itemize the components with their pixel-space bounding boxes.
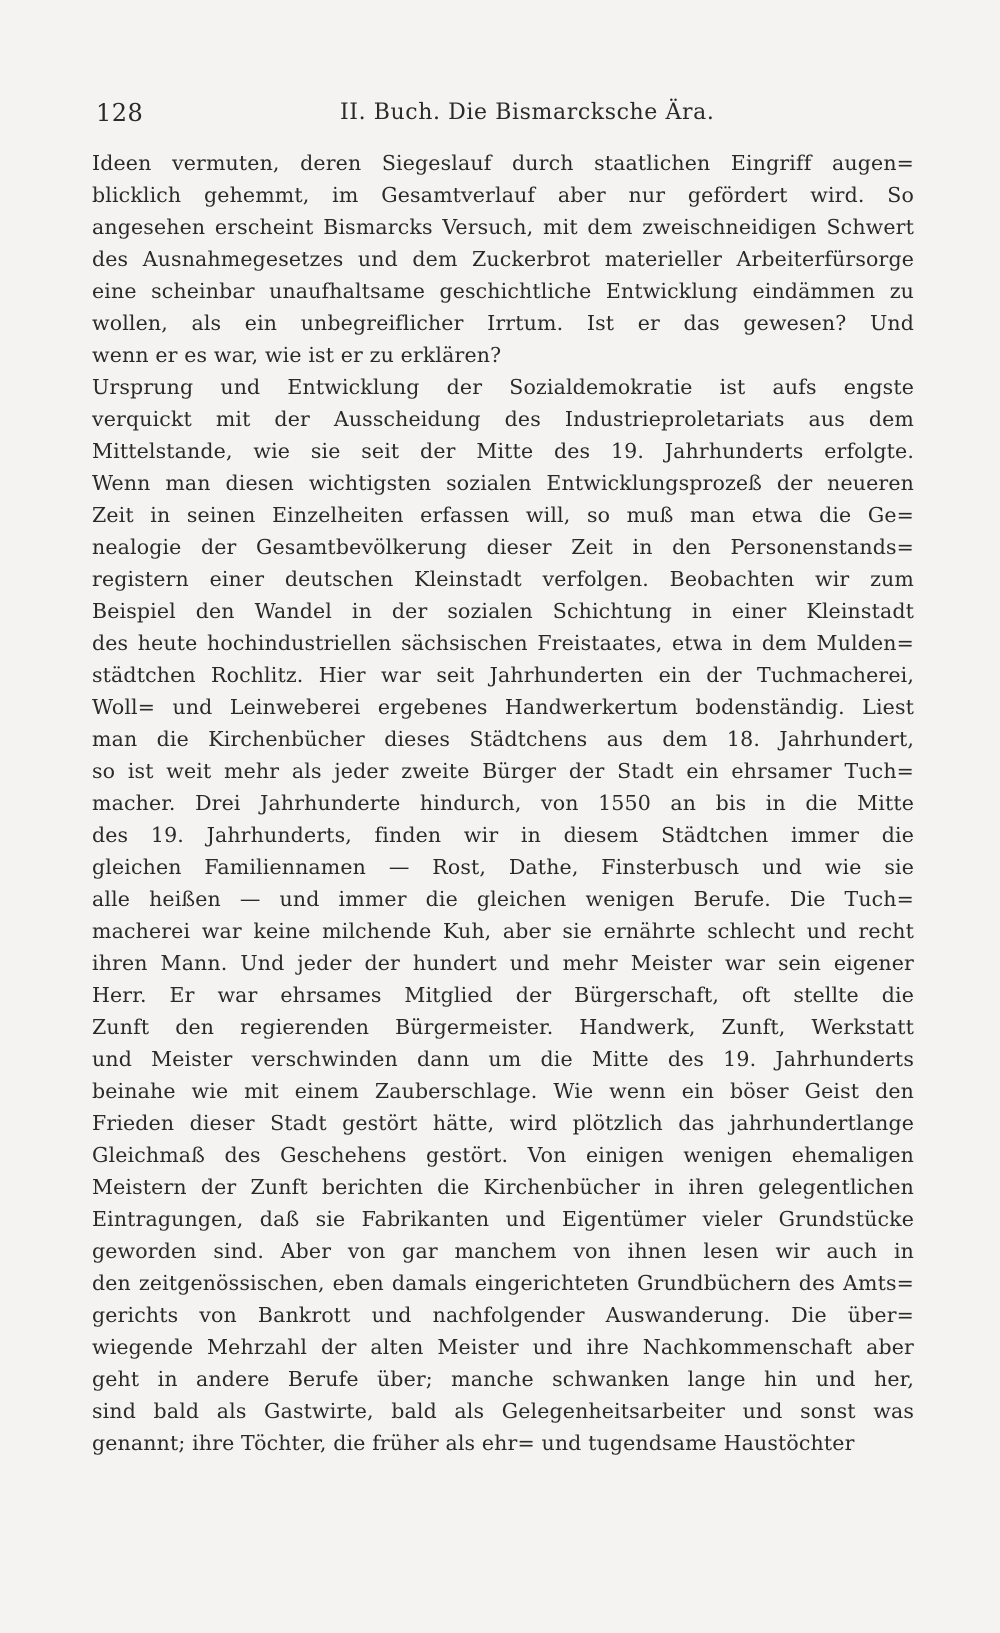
text-line: städtchen Rochlitz. Hier war seit Jahrhunderten ein der Tuchmacherei, xyxy=(92,663,914,687)
text-line: wiegende Mehrzahl der alten Meister und ihre Nachkommenschaft aber xyxy=(92,1335,914,1359)
body-text xyxy=(92,147,914,1459)
text-line: Wenn man diesen wichtigsten sozialen Entwicklungsprozeß der neueren xyxy=(92,471,914,495)
text-line: Beispiel den Wandel in der sozialen Schichtung in einer Kleinstadt xyxy=(92,599,914,623)
text-line: Frieden dieser Stadt gestört hätte, wird plötzlich das jahrhundertlange xyxy=(92,1111,914,1135)
running-head: II. Buch. Die Bismarcksche Ära. xyxy=(340,100,715,125)
text-line: eine scheinbar unaufhaltsame geschichtliche Entwicklung eindämmen zu xyxy=(92,279,914,303)
text-line: gleichen Familiennamen — Rost, Dathe, Finsterbusch und wie sie xyxy=(92,855,914,879)
text-line: genannt; ihre Töchter, die früher als ehr= und tugendsame Haustöchter xyxy=(92,1431,855,1455)
page-header xyxy=(96,95,916,131)
text-line: macher. Drei Jahrhunderte hindurch, von 1550 an bis in die Mitte xyxy=(92,791,914,815)
text-line: Ursprung und Entwicklung der Sozialdemokratie ist aufs engste xyxy=(92,375,914,399)
text-line: Gleichmaß des Geschehens gestört. Von einigen wenigen ehemaligen xyxy=(92,1143,914,1167)
text-line: des Ausnahmegesetzes und dem Zuckerbrot materieller Arbeiterfürsorge xyxy=(92,247,914,271)
text-line: des 19. Jahrhunderts, finden wir in diesem Städtchen immer die xyxy=(92,823,914,847)
text-line: man die Kirchenbücher dieses Städtchens aus dem 18. Jahrhundert, xyxy=(92,727,914,751)
text-line: alle heißen — und immer die gleichen wenigen Berufe. Die Tuch= xyxy=(92,887,914,911)
text-line: nealogie der Gesamtbevölkerung dieser Zeit in den Personenstands= xyxy=(92,535,914,559)
text-line: so ist weit mehr als jeder zweite Bürger der Stadt ein ehrsamer Tuch= xyxy=(92,759,914,783)
text-line: Meistern der Zunft berichten die Kirchenbücher in ihren gelegentlichen xyxy=(92,1175,914,1199)
text-line: Zunft den regierenden Bürgermeister. Handwerk, Zunft, Werkstatt xyxy=(92,1015,914,1039)
text-line: Zeit in seinen Einzelheiten erfassen will, so muß man etwa die Ge= xyxy=(92,503,914,527)
text-line: gerichts von Bankrott und nachfolgender Auswanderung. Die über= xyxy=(92,1303,914,1327)
text-line: angesehen erscheint Bismarcks Versuch, mit dem zweischneidigen Schwert xyxy=(92,215,914,239)
text-line: geworden sind. Aber von gar manchem von ihnen lesen wir auch in xyxy=(92,1239,914,1263)
text-line: blicklich gehemmt, im Gesamtverlauf aber nur gefördert wird. So xyxy=(92,183,914,207)
text-line: verquickt mit der Ausscheidung des Industrieproletariats aus dem xyxy=(92,407,914,431)
text-line: Eintragungen, daß sie Fabrikanten und Eigentümer vieler Grundstücke xyxy=(92,1207,914,1231)
page-number: 128 xyxy=(96,99,144,127)
text-line: geht in andere Berufe über; manche schwanken lange hin und her, xyxy=(92,1367,914,1391)
text-line: wenn er es war, wie ist er zu erklären? xyxy=(92,343,502,367)
text-line: den zeitgenössischen, eben damals eingerichteten Grundbüchern des Amts= xyxy=(92,1271,914,1295)
text-line: Woll= und Leinweberei ergebenes Handwerkertum bodenständig. Liest xyxy=(92,695,914,719)
text-line: registern einer deutschen Kleinstadt verfolgen. Beobachten wir zum xyxy=(92,567,914,591)
text-line: ihren Mann. Und jeder der hundert und mehr Meister war sein eigener xyxy=(92,951,914,975)
text-line: Herr. Er war ehrsames Mitglied der Bürgerschaft, oft stellte die xyxy=(92,983,914,1007)
text-line: sind bald als Gastwirte, bald als Gelegenheitsarbeiter und sonst was xyxy=(92,1399,914,1423)
text-line: Ideen vermuten, deren Siegeslauf durch staatlichen Eingriff augen= xyxy=(92,151,914,175)
text-line: Mittelstande, wie sie seit der Mitte des 19. Jahrhunderts erfolgte. xyxy=(92,439,914,463)
text-line: wollen, als ein unbegreiflicher Irrtum. Ist er das gewesen? Und xyxy=(92,311,914,335)
text-line: beinahe wie mit einem Zauberschlage. Wie wenn ein böser Geist den xyxy=(92,1079,914,1103)
text-line: und Meister verschwinden dann um die Mitte des 19. Jahrhunderts xyxy=(92,1047,914,1071)
text-line: des heute hochindustriellen sächsischen Freistaates, etwa in dem Mulden= xyxy=(92,631,914,655)
text-line: macherei war keine milchende Kuh, aber sie ernährte schlecht und recht xyxy=(92,919,914,943)
